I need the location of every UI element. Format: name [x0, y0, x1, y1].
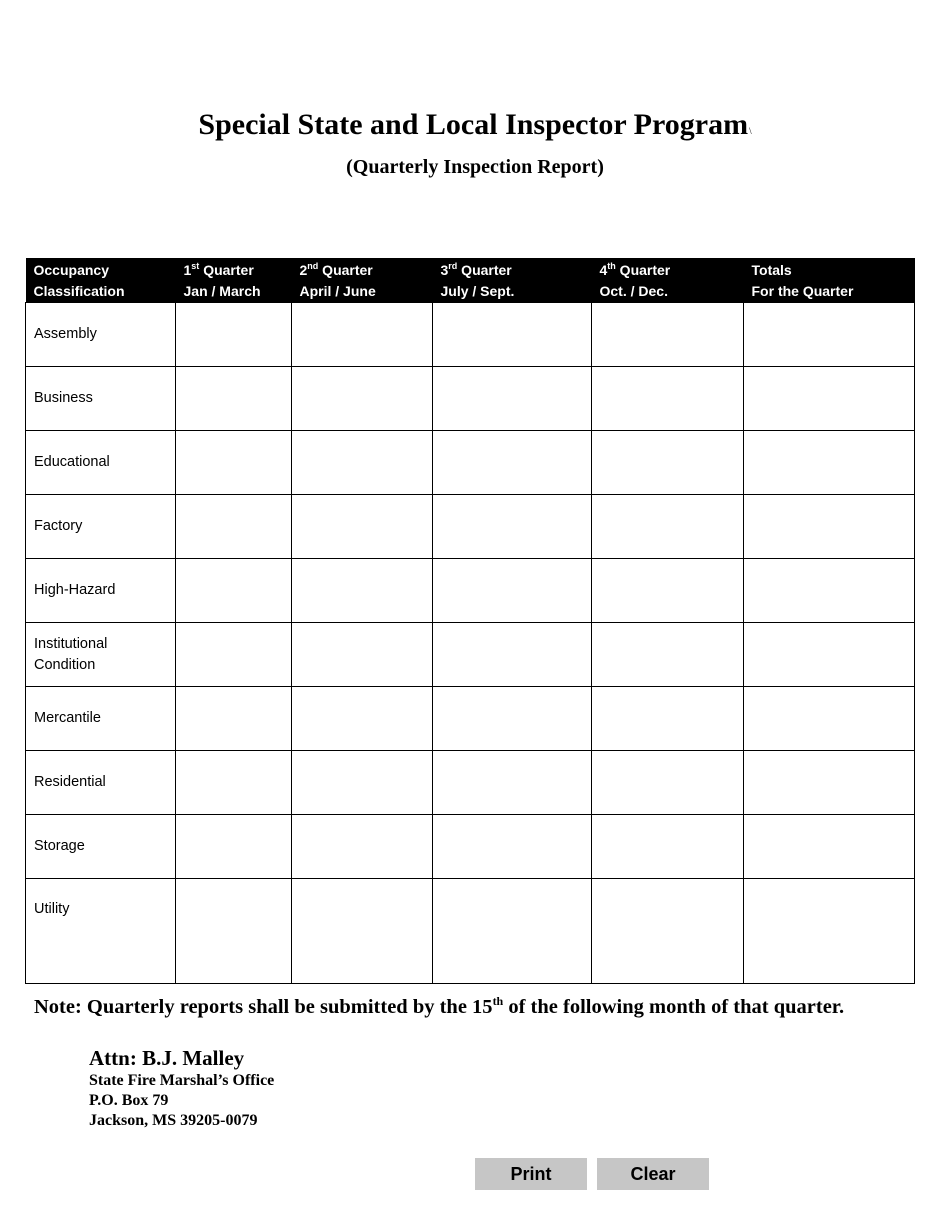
table-row: [26, 623, 915, 687]
table-row: [26, 431, 915, 495]
q2-cell[interactable]: [292, 495, 433, 559]
q3-cell[interactable]: [433, 687, 592, 751]
totals-cell[interactable]: [744, 751, 915, 815]
row-label: Business: [26, 367, 176, 431]
table-row: [26, 495, 915, 559]
totals-cell[interactable]: [744, 687, 915, 751]
header-occupancy: Occupancy Classification: [26, 258, 176, 303]
q2-cell[interactable]: [292, 687, 433, 751]
table-row: [26, 687, 915, 751]
q3-cell[interactable]: [433, 495, 592, 559]
row-label: Factory: [26, 495, 176, 559]
q3-cell[interactable]: [433, 367, 592, 431]
q1-cell[interactable]: [176, 431, 292, 495]
row-label: Utility: [26, 879, 176, 984]
header-q4: 4th Quarter Oct. / Dec.: [592, 258, 744, 303]
q1-cell[interactable]: [176, 751, 292, 815]
q1-cell[interactable]: [176, 367, 292, 431]
table-row: [26, 559, 915, 623]
q2-cell[interactable]: [292, 367, 433, 431]
q4-cell[interactable]: [592, 687, 744, 751]
totals-cell[interactable]: [744, 431, 915, 495]
attn-line: Attn: B.J. Malley: [89, 1046, 245, 1070]
totals-cell[interactable]: [744, 303, 915, 367]
q1-cell[interactable]: [176, 623, 292, 687]
clear-button[interactable]: Clear: [597, 1158, 709, 1190]
header-totals: Totals For the Quarter: [744, 258, 915, 303]
q1-cell[interactable]: [176, 815, 292, 879]
q4-cell[interactable]: [592, 815, 744, 879]
q4-cell[interactable]: [592, 623, 744, 687]
totals-cell[interactable]: [744, 495, 915, 559]
q1-cell[interactable]: [176, 303, 292, 367]
q3-cell[interactable]: [433, 879, 592, 984]
header-q2: 2nd Quarter April / June: [292, 258, 433, 303]
totals-cell[interactable]: [744, 815, 915, 879]
office-line: State Fire Marshal’s Office: [89, 1072, 275, 1089]
q1-cell[interactable]: [176, 495, 292, 559]
title-mark: \: [749, 126, 752, 136]
submission-note: Note: Quarterly reports shall be submitted by the 15th of the following month of that quarter.: [34, 994, 845, 1018]
row-label: High-Hazard: [26, 559, 176, 623]
q1-cell[interactable]: [176, 559, 292, 623]
q4-cell[interactable]: [592, 751, 744, 815]
po-box-line: P.O. Box 79: [89, 1092, 169, 1109]
q2-cell[interactable]: [292, 751, 433, 815]
totals-cell[interactable]: [744, 367, 915, 431]
q3-cell[interactable]: [433, 751, 592, 815]
row-label: Assembly: [26, 303, 176, 367]
print-button[interactable]: Print: [475, 1158, 587, 1190]
totals-cell[interactable]: [744, 559, 915, 623]
header-q3: 3rd Quarter July / Sept.: [433, 258, 592, 303]
table-row: [26, 303, 915, 367]
q3-cell[interactable]: [433, 623, 592, 687]
q2-cell[interactable]: [292, 559, 433, 623]
inspection-report-table: [25, 258, 915, 984]
q3-cell[interactable]: [433, 431, 592, 495]
q2-cell[interactable]: [292, 815, 433, 879]
q2-cell[interactable]: [292, 431, 433, 495]
city-line: Jackson, MS 39205-0079: [89, 1112, 258, 1129]
totals-cell[interactable]: [744, 623, 915, 687]
q4-cell[interactable]: [592, 559, 744, 623]
page-title: Special State and Local Inspector Program\: [198, 108, 752, 141]
q4-cell[interactable]: [592, 495, 744, 559]
q1-cell[interactable]: [176, 687, 292, 751]
q2-cell[interactable]: [292, 879, 433, 984]
table-row: [26, 879, 915, 984]
row-label: Institutional Condition: [26, 623, 176, 687]
table-row: [26, 367, 915, 431]
row-label: Storage: [26, 815, 176, 879]
mailing-address: [89, 1045, 274, 1131]
q4-cell[interactable]: [592, 431, 744, 495]
table-row: [26, 815, 915, 879]
q1-cell[interactable]: [176, 879, 292, 984]
header-q1: 1st Quarter Jan / March: [176, 258, 292, 303]
q3-cell[interactable]: [433, 303, 592, 367]
q4-cell[interactable]: [592, 367, 744, 431]
table-row: [26, 751, 915, 815]
page-subtitle: (Quarterly Inspection Report): [346, 156, 604, 178]
table-header-row: [26, 258, 915, 303]
q4-cell[interactable]: [592, 879, 744, 984]
q3-cell[interactable]: [433, 815, 592, 879]
totals-cell[interactable]: [744, 879, 915, 984]
q3-cell[interactable]: [433, 559, 592, 623]
row-label: Mercantile: [26, 687, 176, 751]
row-label: Educational: [26, 431, 176, 495]
q2-cell[interactable]: [292, 303, 433, 367]
row-label: Residential: [26, 751, 176, 815]
q2-cell[interactable]: [292, 623, 433, 687]
q4-cell[interactable]: [592, 303, 744, 367]
